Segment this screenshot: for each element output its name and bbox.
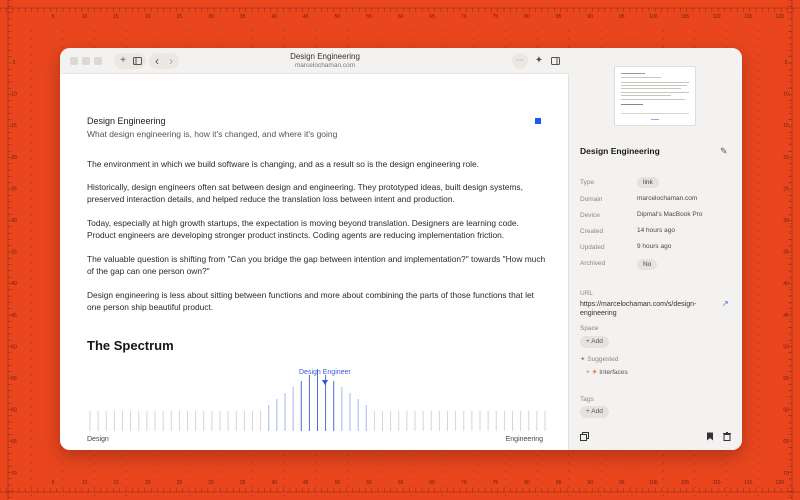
ruler-number: 40: [271, 14, 277, 20]
ruler-number: 120: [775, 480, 784, 486]
sun-icon: ☀: [591, 369, 600, 376]
ruler-number: 55: [11, 376, 17, 382]
ruler-number: 85: [555, 14, 562, 20]
ruler-number: 105: [680, 480, 690, 486]
ruler-number: 35: [11, 249, 17, 256]
url-value[interactable]: https://marcelochaman.com/s/design-engineering: [580, 301, 697, 317]
ruler-number: 70: [783, 470, 789, 477]
ruler-number: 60: [397, 14, 404, 20]
ruler-number: 35: [239, 480, 246, 486]
more-button[interactable]: ···: [516, 57, 524, 64]
ruler-number: 15: [113, 480, 119, 486]
ruler-number: 90: [587, 14, 593, 20]
add-tag-button[interactable]: [580, 406, 609, 418]
app-window: [60, 48, 742, 450]
copy-icon[interactable]: [580, 432, 589, 443]
ruler-number: 95: [619, 480, 625, 486]
ruler-number: 70: [11, 470, 17, 477]
paragraph-5: Design engineering is less about sitting between functions and more about combining the parts of those functions that let one person ship beautiful product.: [87, 290, 534, 313]
meta-updated-key: Updated: [580, 244, 605, 251]
ruler-number: 15: [11, 123, 17, 130]
archived-toggle[interactable]: No: [637, 259, 657, 270]
new-tab-button[interactable]: +: [120, 55, 126, 66]
browser-toolbar: [60, 48, 569, 74]
ruler-number: 50: [11, 344, 17, 351]
meta-archived-key: Archived: [580, 260, 606, 267]
ruler-number: 50: [334, 480, 341, 486]
ruler-number: 20: [145, 480, 151, 486]
ruler-number: 115: [744, 480, 753, 486]
space-label: Space: [580, 325, 599, 332]
add-tag-label: Add: [591, 408, 603, 415]
suggestion-label: Interfaces: [599, 369, 628, 376]
page-thumbnail[interactable]: [614, 66, 696, 126]
article-subtitle: What design engineering is, how it's changed, and where it's going: [87, 129, 338, 139]
ruler-number: 10: [11, 91, 17, 98]
ruler-number: 15: [783, 123, 789, 130]
meta-created-key: Created: [580, 228, 604, 235]
paragraph-3: Today, especially at high growth startups, the expectation is moving beyond translation. Designers are learning code. Product engineers are developing stronger product instincts. Coding agents are reducing implementation friction.: [87, 218, 519, 241]
section-heading: The Spectrum: [87, 338, 174, 353]
ruler-number: 40: [783, 281, 789, 288]
ruler-number: 25: [176, 14, 183, 20]
open-link-icon[interactable]: ↗: [722, 299, 729, 308]
meta-device-key: Device: [580, 212, 600, 219]
spectrum-right-label: Engineering: [505, 436, 543, 443]
ruler-number: 20: [145, 14, 151, 20]
plus-icon: +: [586, 408, 592, 415]
ruler-number: 20: [11, 154, 17, 161]
ruler-number: 70: [461, 480, 467, 486]
ruler-number: 25: [176, 480, 183, 486]
ruler-number: 55: [366, 14, 372, 20]
inspector-panel: [570, 48, 742, 450]
spectrum-graphic: [87, 366, 547, 450]
trash-icon[interactable]: [723, 432, 731, 443]
plus-icon: +: [586, 338, 592, 345]
edit-pencil-icon[interactable]: ✎: [720, 146, 728, 156]
spectrum-left-label: Design: [87, 436, 109, 443]
ruler-number: 35: [239, 14, 246, 20]
ruler-number: 110: [712, 14, 721, 20]
window-url[interactable]: marcelochaman.com: [294, 62, 356, 69]
ruler-number: 100: [649, 480, 658, 486]
ruler-number: 10: [81, 480, 88, 486]
plus-icon: +: [586, 369, 592, 376]
meta-device-value: Dipmal's MacBook Pro: [637, 211, 703, 218]
window-title: Design Engineering: [290, 52, 360, 61]
ruler-number: 50: [783, 344, 789, 351]
ruler-number: 25: [783, 186, 789, 193]
ruler-number: 45: [303, 480, 309, 486]
window-minimize-button[interactable]: [82, 57, 90, 65]
ruler-number: 60: [397, 480, 404, 486]
ruler-number: 65: [783, 439, 789, 446]
ruler-number: 65: [429, 480, 435, 486]
browser-pane: [60, 48, 569, 450]
add-space-label: Add: [591, 338, 603, 345]
ruler-number: 80: [524, 14, 530, 20]
meta-type-key: Type: [580, 179, 595, 186]
ruler-number: 30: [208, 480, 214, 486]
ruler-number: 80: [524, 480, 530, 486]
ruler-number: 95: [619, 14, 625, 20]
type-badge[interactable]: link: [637, 177, 659, 188]
url-label: URL: [580, 290, 594, 297]
article-title: Design Engineering: [87, 116, 166, 126]
tab-overview-icon[interactable]: [131, 54, 143, 68]
ruler-number: 115: [744, 14, 753, 20]
ruler-number: 100: [649, 14, 658, 20]
meta-domain-key: Domain: [580, 196, 603, 203]
ruler-number: 70: [461, 14, 467, 20]
ruler-number: 55: [783, 376, 789, 382]
bookmark-icon[interactable]: [706, 432, 714, 443]
meta-created-value: 14 hours ago: [637, 227, 675, 234]
meta-domain-value: marcelochaman.com: [637, 195, 698, 202]
spectrum-marker-label: Design Engineer: [299, 369, 351, 376]
window-close-button[interactable]: [70, 57, 78, 65]
ruler-number: 40: [271, 480, 277, 486]
paragraph-2: Historically, design engineers often sat between design and engineering. They prototyped ideas, built design systems, preserved interaction details, and helped reduce the translation loss between intent and production.: [87, 182, 523, 205]
accent-square: [535, 118, 541, 124]
suggested-interfaces-item[interactable]: [586, 368, 628, 376]
ruler-number: 50: [334, 14, 341, 20]
magic-icon[interactable]: ✦: [534, 55, 544, 66]
add-space-button[interactable]: [580, 336, 609, 348]
ruler-number: 20: [783, 154, 789, 161]
sidebar-toggle-icon[interactable]: [549, 54, 561, 68]
ruler-number: 75: [492, 14, 499, 20]
ruler-number: 30: [208, 14, 214, 20]
paragraph-1: The environment in which we build software is changing, and as a result so is the design engineering role.: [87, 159, 479, 169]
ruler-number: 10: [81, 14, 88, 20]
spectrum-bars: [87, 366, 547, 436]
ruler-number: 120: [775, 14, 784, 20]
ruler-number: 25: [11, 186, 17, 193]
item-title: Design Engineering: [580, 146, 660, 156]
ruler-number: 5: [784, 60, 788, 66]
back-button[interactable]: ‹: [155, 54, 159, 68]
ruler-number: 75: [492, 480, 499, 486]
ruler-number: 105: [680, 14, 690, 20]
ruler-number: 60: [11, 407, 17, 414]
ruler-number: 85: [555, 480, 562, 486]
ruler-number: 30: [11, 218, 17, 224]
ruler-number: 65: [429, 14, 435, 20]
suggested-text: Suggested: [587, 356, 619, 363]
ruler-number: 45: [303, 14, 309, 20]
ruler-number: 90: [587, 480, 593, 486]
ruler-number: 45: [783, 312, 789, 319]
ruler-number: 5: [51, 14, 55, 20]
ruler-number: 40: [11, 281, 17, 288]
ruler-number: 110: [712, 480, 721, 486]
ruler-number: 55: [366, 480, 372, 486]
ruler-number: 5: [51, 480, 55, 486]
ruler-number: 30: [783, 218, 789, 224]
ruler-number: 35: [783, 249, 789, 256]
tags-label: Tags: [580, 396, 594, 403]
window-zoom-button[interactable]: [94, 57, 102, 65]
ruler-number: 15: [113, 14, 119, 20]
ruler-number: 60: [783, 407, 789, 414]
ruler-number: 5: [12, 60, 16, 66]
ruler-number: 10: [783, 91, 789, 98]
forward-button[interactable]: ›: [169, 54, 173, 68]
ruler-number: 65: [11, 439, 17, 446]
paragraph-4: The valuable question is shifting from "Can you bridge the gap between intention and implementation?" towards "How much of the gap can one person own?": [87, 254, 546, 277]
meta-updated-value: 9 hours ago: [637, 243, 672, 250]
suggested-label: [580, 355, 618, 363]
sparkle-icon: ✦: [580, 356, 588, 363]
ruler-number: 45: [11, 312, 17, 319]
